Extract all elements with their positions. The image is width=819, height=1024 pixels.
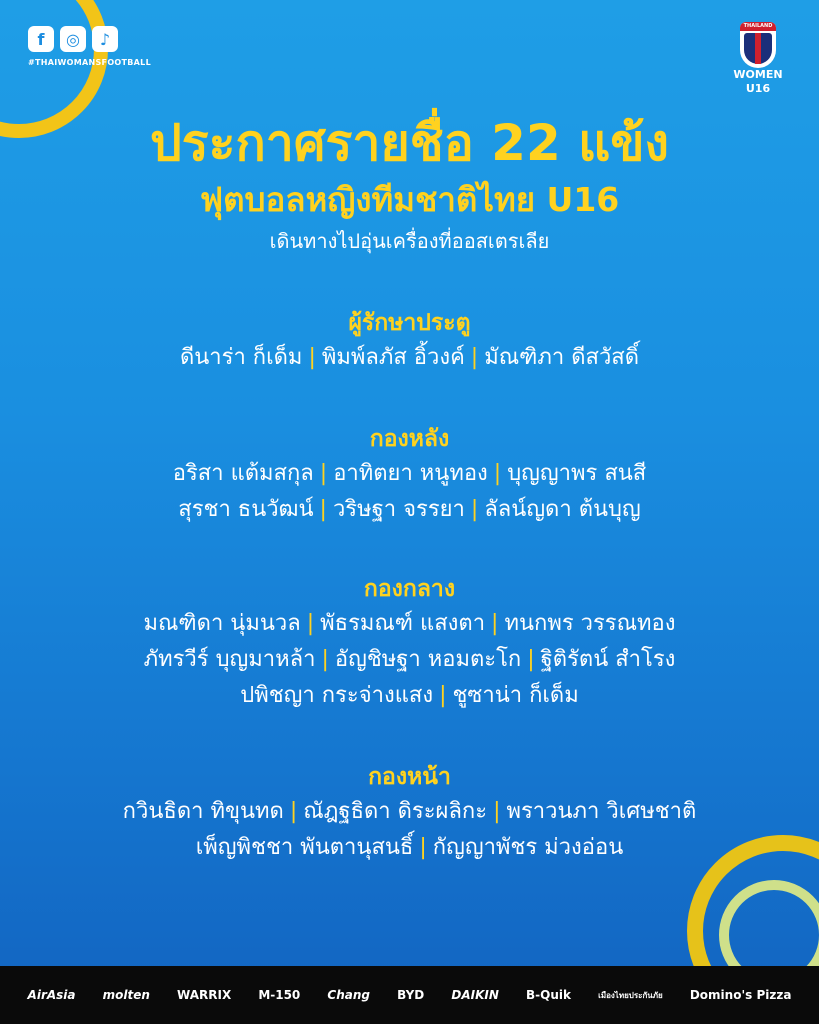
player-name: มัณฑิภา ดีสวัสดิ์ (484, 345, 640, 370)
team-crest (721, 22, 795, 96)
separator: | (439, 683, 447, 708)
separator: | (419, 835, 427, 860)
separator: | (306, 611, 315, 636)
player-name: ลัลน์ญดา ต้นบุญ (484, 497, 641, 522)
separator: | (493, 461, 502, 486)
sponsor-logo: B-Quik (526, 988, 571, 1002)
section-heading: ผู้รักษาประตู (348, 310, 471, 336)
sponsor-logo: BYD (397, 988, 425, 1002)
separator: | (491, 611, 499, 636)
player-name: อาทิตยา หนูทอง (333, 461, 488, 486)
player-line (20, 830, 799, 866)
player-name: มณฑิดา นุ่มนวล (143, 611, 301, 636)
player-name: กวินธิดา ทิขุนทด (122, 799, 284, 824)
player-name: พราวนภา วิเศษชาติ (506, 799, 697, 824)
section-forwards (20, 760, 799, 866)
separator: | (319, 461, 328, 486)
page-caption: เดินทางไปอุ่นเครื่องที่ออสเตรเลีย (269, 229, 550, 253)
player-name: ดีนาร่า ก็เด็ม (179, 345, 303, 370)
crest-band: THAILAND (740, 22, 776, 31)
section-defenders (20, 422, 799, 528)
player-name: สุรชา ธนวัฒน์ (178, 497, 314, 522)
crest-line2: U16 (745, 82, 771, 95)
player-name: ทนกพร วรรณทอง (504, 611, 676, 636)
player-name: พิมพ์ลภัส อิ้วงค์ (321, 345, 465, 370)
page-subtitle: ฟุตบอลหญิงทีมชาติไทย U16 (199, 180, 620, 219)
player-name: กัญญาพัชร ม่วงอ่อน (432, 835, 624, 860)
player-line (20, 492, 799, 528)
separator: | (470, 497, 479, 522)
section-goalkeepers (20, 306, 799, 376)
player-line (20, 678, 799, 714)
player-line (20, 642, 799, 678)
separator: | (319, 497, 327, 522)
facebook-icon[interactable]: f (28, 26, 54, 52)
sponsor-logo: Domino's Pizza (689, 988, 792, 1002)
player-name: อัญชิษฐา หอมตะโก (334, 647, 522, 672)
sponsor-logo: DAIKIN (451, 988, 499, 1002)
player-name: บุญญาพร สนสี (507, 461, 647, 486)
player-name: ชูซาน่า ก็เด็ม (452, 683, 579, 708)
separator: | (527, 647, 535, 672)
player-name: อริสา แต้มสกุล (172, 461, 314, 486)
instagram-icon[interactable]: ◎ (60, 26, 86, 52)
sponsor-logo: เมืองไทยประกันภัย (598, 990, 663, 1000)
separator: | (321, 647, 329, 672)
sponsor-logo: AirAsia (27, 988, 76, 1002)
player-name: ภัทรวีร์ บุญมาหล้า (143, 647, 316, 672)
section-heading: กองหลัง (369, 426, 450, 452)
hashtag: #THAIWOMANSFOOTBALL (28, 58, 151, 67)
sponsor-logo: WARRIX (177, 988, 232, 1002)
separator: | (470, 345, 479, 370)
separator: | (493, 799, 501, 824)
player-line (20, 794, 799, 830)
section-heading: กองหน้า (368, 764, 451, 790)
crest-line1: WOMEN (733, 68, 783, 81)
player-name: พัธรมณฑ์ แสงตา (320, 611, 486, 636)
player-name: ฐิติรัตน์ สำโรง (540, 647, 676, 672)
page-title: ประกาศรายชื่อ 22 แข้ง (150, 114, 669, 172)
social-icons (28, 26, 118, 52)
player-line (20, 340, 799, 376)
player-name: เพ็ญพิชชา พันตานุสนธิ์ (195, 835, 414, 860)
player-name: ปพิชญา กระจ่างแสง (240, 683, 434, 708)
separator: | (289, 799, 298, 824)
sponsor-logo: M-150 (258, 988, 301, 1002)
sponsor-logo: molten (102, 988, 150, 1002)
separator: | (308, 345, 316, 370)
player-line (20, 456, 799, 492)
sponsor-bar (0, 966, 819, 1024)
sponsor-logo: Chang (327, 988, 370, 1002)
tiktok-icon[interactable]: ♪ (92, 26, 118, 52)
player-name: ณัฎฐธิดา ดิระผลิกะ (303, 799, 488, 824)
section-heading: กองกลาง (363, 576, 456, 602)
section-midfielders (20, 572, 799, 714)
player-line (20, 606, 799, 642)
shield-icon (740, 22, 776, 68)
player-name: วริษฐา จรรยา (332, 497, 465, 522)
